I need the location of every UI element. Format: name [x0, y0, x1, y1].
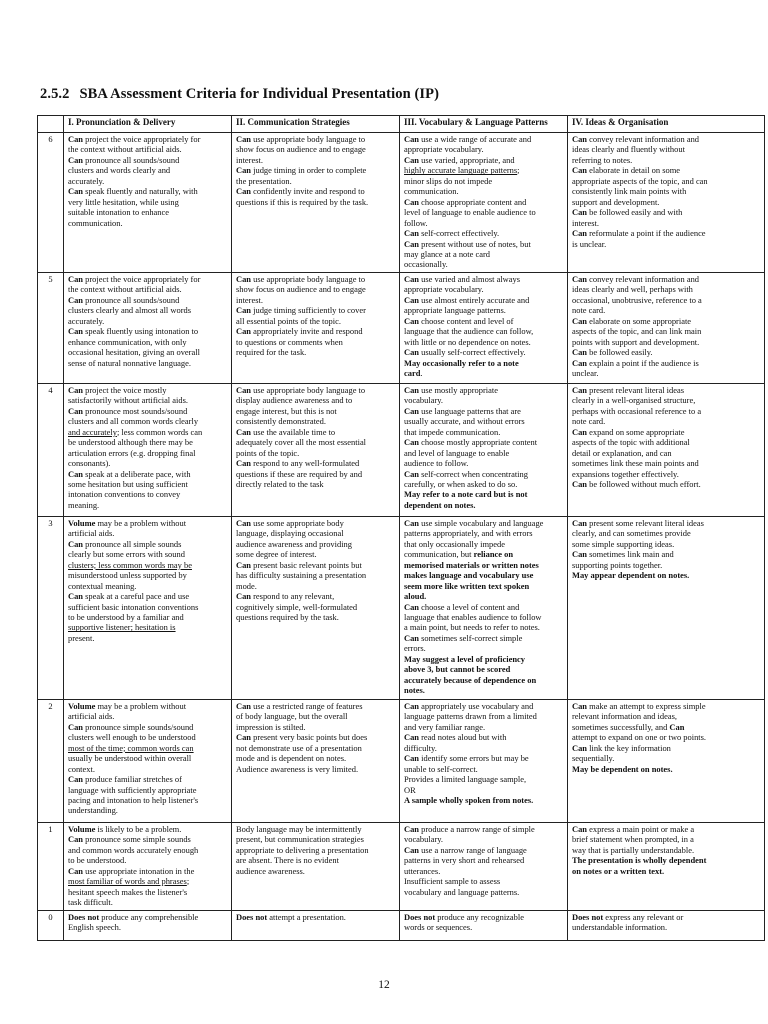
criteria-line: Can expand on some appropriate	[572, 426, 685, 437]
criteria-line: Can use a narrow range of language	[404, 844, 527, 855]
criteria-line: intonation conventions to convey	[68, 489, 181, 500]
criteria-line: Can produce a narrow range of simple	[404, 823, 535, 834]
criteria-line: Can use appropriate body language to	[236, 384, 366, 395]
criteria-line: sense of natural nonnative language.	[68, 357, 192, 368]
criteria-cell-vocabulary-language-patterns	[400, 383, 568, 516]
criteria-line: expansions together effectively.	[572, 468, 679, 479]
criteria-line: Can use some appropriate body	[236, 517, 344, 528]
criteria-line: support and development.	[572, 196, 660, 207]
criteria-line: Can explain a point if the audience is	[572, 357, 699, 368]
criteria-line: Can project the voice mostly	[68, 384, 167, 395]
criteria-line: interest.	[236, 294, 263, 305]
criteria-line: Volume may be a problem without	[68, 700, 187, 711]
criteria-line: Audience awareness is very limited.	[236, 763, 359, 774]
criteria-line: accurately.	[68, 175, 105, 186]
criteria-line: Can be followed without much effort.	[572, 478, 701, 489]
criteria-line: Can self-correct when concentrating	[404, 468, 528, 479]
criteria-line: A sample wholly spoken from notes.	[404, 794, 534, 805]
criteria-line: contextual meaning.	[68, 580, 137, 591]
criteria-line: mode.	[236, 580, 257, 591]
criteria-line: language that enables audience to follow	[404, 611, 542, 622]
criteria-cell-ideas-organisation	[568, 516, 765, 699]
criteria-line: Does not express any relevant or	[572, 911, 684, 922]
criteria-line: Volume may be a problem without	[68, 517, 187, 528]
criteria-line: interest.	[236, 154, 263, 165]
criteria-line: usually accurate, and without errors	[404, 416, 525, 427]
criteria-line: appropriate vocabulary.	[404, 144, 484, 155]
criteria-line: appropriate to delivering a presentation	[236, 844, 369, 855]
criteria-line: Can use a restricted range of features	[236, 700, 363, 711]
criteria-line: Volume is likely to be a problem.	[68, 823, 182, 834]
criteria-line: Can use simple vocabulary and language	[404, 517, 544, 528]
score-cell: 3	[38, 516, 64, 699]
criteria-line: Can express a main point or make a	[572, 823, 695, 834]
criteria-line: appropriate vocabulary.	[404, 284, 484, 295]
criteria-line: note card.	[572, 416, 606, 427]
criteria-line: aspects of the topic, and can link main	[572, 326, 702, 337]
criteria-line: level of language to enable audience to	[404, 207, 536, 218]
criteria-line: Can choose content and level of	[404, 315, 514, 326]
criteria-line: occasionally.	[404, 259, 448, 270]
criteria-line: Provides a limited language sample,	[404, 774, 527, 785]
criteria-cell-pronunciation-delivery	[64, 516, 232, 699]
criteria-line: some simple supporting ideas.	[572, 538, 675, 549]
criteria-line: to be understood by a familiar and	[68, 611, 184, 622]
criteria-line: usually be understood within overall	[68, 753, 192, 764]
section-title: SBA Assessment Criteria for Individual Presentation (IP)	[79, 86, 440, 102]
criteria-line: questions if this is required by the task.	[236, 196, 369, 207]
criteria-cell-pronunciation-delivery	[64, 133, 232, 273]
criteria-cell-vocabulary-language-patterns	[400, 516, 568, 699]
criteria-line: hesitant speech makes the listener's	[68, 886, 188, 897]
criteria-line: dependent on notes.	[404, 499, 476, 510]
criteria-line: Can sometimes link main and	[572, 549, 674, 560]
criteria-line: Can respond to any relevant,	[236, 591, 335, 602]
criteria-cell-communication-strategies	[232, 272, 400, 383]
criteria-line: The presentation is wholly dependent	[572, 855, 707, 866]
criteria-line: May appear dependent on notes.	[572, 570, 690, 581]
criteria-line: with little or no dependence on notes.	[404, 336, 531, 347]
criteria-line: Can convey relevant information and	[572, 134, 700, 144]
criteria-line: be understood although there may be	[68, 437, 193, 448]
criteria-line: are absent. There is no evident	[236, 855, 339, 866]
criteria-line: Can pronounce all sounds/sound	[68, 294, 180, 305]
criteria-line: misunderstood unless supported by	[68, 570, 187, 581]
table-row	[38, 383, 765, 516]
criteria-line: Can present basic relevant points but	[236, 559, 362, 570]
criteria-line: suitable intonation to enhance	[68, 207, 169, 218]
criteria-line: Does not attempt a presentation.	[236, 911, 346, 922]
criteria-line: enhance communication, with only	[68, 336, 187, 347]
criteria-cell-communication-strategies	[232, 516, 400, 699]
criteria-line: Can speak at a deliberate pace, with	[68, 468, 191, 479]
criteria-line: ideas clearly and fluently without	[572, 144, 685, 155]
criteria-line: accurately.	[68, 315, 105, 326]
criteria-line: Can use mostly appropriate	[404, 384, 498, 395]
criteria-line: satisfactorily without artificial aids.	[68, 395, 188, 406]
criteria-line: Can use language patterns that are	[404, 405, 521, 416]
criteria-line: Insufficient sample to assess	[404, 876, 501, 887]
criteria-line: Can speak at a careful pace and use	[68, 591, 190, 602]
criteria-line: adequately cover all the most essential	[236, 437, 367, 448]
criteria-line: Can identify some errors but may be	[404, 753, 529, 764]
criteria-line: utterances.	[404, 865, 441, 876]
criteria-line: most of the time; common words can	[68, 742, 194, 753]
criteria-line: highly accurate language patterns;	[404, 165, 520, 176]
criteria-line: and very familiar range.	[404, 721, 486, 732]
criteria-cell-vocabulary-language-patterns	[400, 910, 568, 940]
criteria-cell-ideas-organisation	[568, 383, 765, 516]
criteria-line: the presentation.	[236, 175, 292, 186]
criteria-cell-ideas-organisation	[568, 822, 765, 910]
criteria-line: makes language and vocabulary use	[404, 570, 534, 581]
table-row	[38, 516, 765, 699]
criteria-line: Can use varied and almost always	[404, 273, 521, 284]
criteria-cell-communication-strategies	[232, 822, 400, 910]
criteria-line: Can be followed easily and with	[572, 207, 683, 218]
criteria-line: artificial aids.	[68, 528, 115, 539]
criteria-line: May occasionally refer to a note	[404, 357, 519, 368]
criteria-line: Can convey relevant information and	[572, 273, 700, 284]
criteria-line: Can speak fluently using intonation to	[68, 326, 199, 337]
criteria-line: Can sometimes self-correct simple	[404, 632, 523, 643]
criteria-line: clusters and words clearly and	[68, 165, 171, 176]
criteria-line: most familiar of words and phrases;	[68, 876, 190, 887]
criteria-line: to be understood.	[68, 855, 127, 866]
criteria-line: show focus on audience and to engage	[236, 144, 366, 155]
criteria-line: Can present very basic points but does	[236, 732, 368, 743]
score-cell: 4	[38, 383, 64, 516]
criteria-cell-ideas-organisation	[568, 272, 765, 383]
criteria-cell-pronunciation-delivery	[64, 383, 232, 516]
criteria-line: Can usually self-correct effectively.	[404, 347, 526, 358]
criteria-line: vocabulary.	[404, 395, 444, 406]
page-number: 12	[378, 979, 390, 991]
criteria-line: Can use appropriate body language to	[236, 273, 366, 284]
criteria-line: Does not produce any comprehensible	[68, 911, 199, 922]
criteria-line: Can reformulate a point if the audience	[572, 228, 706, 239]
criteria-line: difficulty.	[404, 742, 437, 753]
criteria-line: interest.	[572, 217, 599, 228]
criteria-line: sometimes successfully, and Can	[572, 721, 685, 732]
criteria-line: meaning.	[68, 499, 100, 510]
criteria-line: communication.	[68, 217, 123, 228]
header-vocabulary-language-patterns: III. Vocabulary & Language Patterns	[400, 116, 568, 133]
criteria-line: perhaps with occasional reference to a	[572, 405, 702, 416]
criteria-line: Can self-correct effectively.	[404, 228, 500, 239]
criteria-line: aspects of the topic with additional	[572, 437, 690, 448]
criteria-line: mode and is dependent on notes.	[236, 753, 347, 764]
criteria-line: Can pronounce all sounds/sound	[68, 154, 180, 165]
criteria-line: sequentially.	[572, 753, 615, 764]
criteria-line: not demonstrate use of a presentation	[236, 742, 362, 753]
table-row	[38, 699, 765, 822]
criteria-line: some hesitation but using sufficient	[68, 478, 188, 489]
criteria-cell-communication-strategies	[232, 383, 400, 516]
criteria-line: OR	[404, 784, 416, 795]
criteria-line: language patterns drawn from a limited	[404, 711, 537, 722]
criteria-line: Can judge timing sufficiently to cover	[236, 305, 366, 316]
criteria-line: errors.	[404, 643, 426, 654]
criteria-line: Can appropriately use vocabulary and	[404, 700, 534, 711]
criteria-line: communication, but reliance on	[404, 549, 514, 560]
criteria-line: to questions or comments when	[236, 336, 343, 347]
criteria-line: language with sufficiently appropriate	[68, 784, 197, 795]
criteria-line: understandable information.	[572, 921, 668, 932]
score-cell: 2	[38, 699, 64, 822]
criteria-line: Can project the voice appropriately for	[68, 273, 201, 284]
criteria-line: way that is partially understandable.	[572, 844, 695, 855]
criteria-line: sufficient basic intonation conventions	[68, 601, 199, 612]
criteria-line: consistently demonstrated.	[236, 416, 326, 427]
assessment-criteria-table	[37, 115, 765, 941]
header-communication-strategies: II. Communication Strategies	[232, 116, 400, 133]
criteria-line: of body language, but the overall	[236, 711, 348, 722]
table-header-row	[38, 116, 765, 133]
criteria-line: context.	[68, 763, 95, 774]
criteria-line: impression is stilted.	[236, 721, 306, 732]
criteria-line: Can speak fluently and naturally, with	[68, 186, 198, 197]
criteria-line: show focus on audience and to engage	[236, 284, 366, 295]
criteria-cell-pronunciation-delivery	[64, 910, 232, 940]
criteria-line: follow.	[404, 217, 428, 228]
criteria-line: audience awareness and providing	[236, 538, 352, 549]
criteria-line: Can choose mostly appropriate content	[404, 437, 538, 448]
score-cell: 5	[38, 272, 64, 383]
criteria-line: vocabulary.	[404, 834, 444, 845]
criteria-line: Can pronounce all simple sounds	[68, 538, 182, 549]
criteria-line: Can present some relevant literal ideas	[572, 517, 704, 528]
criteria-line: May refer to a note card but is not	[404, 489, 528, 500]
criteria-line: Can choose appropriate content and	[404, 196, 527, 207]
criteria-line: Can pronounce most sounds/sound	[68, 405, 188, 416]
score-cell: 1	[38, 822, 64, 910]
criteria-line: clusters and all common words clearly	[68, 416, 199, 427]
criteria-line: consistently link main points with	[572, 186, 687, 197]
criteria-line: above 3, but cannot be scored	[404, 664, 511, 675]
criteria-line: pacing and intonation to help listener's	[68, 794, 199, 805]
criteria-line: patterns appropriately, and with errors	[404, 528, 533, 539]
criteria-line: vocabulary and language patterns.	[404, 886, 520, 897]
criteria-line: occasional hesitation, giving an overall	[68, 347, 200, 358]
criteria-line: attempt to expand on one or two points.	[572, 732, 707, 743]
criteria-line: points with support and development.	[572, 336, 700, 347]
criteria-cell-vocabulary-language-patterns	[400, 133, 568, 273]
criteria-line: appropriate language patterns.	[404, 305, 506, 316]
criteria-cell-communication-strategies	[232, 699, 400, 822]
criteria-line: task difficult.	[68, 897, 113, 908]
criteria-cell-vocabulary-language-patterns	[400, 272, 568, 383]
criteria-line: consonants).	[68, 458, 111, 469]
criteria-line: referring to notes.	[572, 154, 633, 165]
criteria-line: Can make an attempt to express simple	[572, 700, 706, 711]
criteria-line: display audience awareness and to	[236, 395, 353, 406]
criteria-cell-ideas-organisation	[568, 910, 765, 940]
criteria-line: has difficulty sustaining a presentation	[236, 570, 367, 581]
criteria-line: clearly, and can sometimes provide	[572, 528, 691, 539]
criteria-line: English speech.	[68, 921, 121, 932]
criteria-line: sometimes link these main points and	[572, 458, 699, 469]
criteria-line: Can use varied, appropriate, and	[404, 154, 515, 165]
criteria-line: Can use appropriate body language to	[236, 134, 366, 144]
criteria-line: Can present without use of notes, but	[404, 238, 531, 249]
criteria-line: required for the task.	[236, 347, 307, 358]
criteria-line: occasional, unobtrusive, reference to a	[572, 294, 702, 305]
criteria-line: Can produce familiar stretches of	[68, 774, 182, 785]
criteria-line: points of the topic.	[236, 447, 300, 458]
criteria-line: May be dependent on notes.	[572, 763, 673, 774]
criteria-line: unclear.	[572, 367, 599, 378]
criteria-line: clusters well enough to be understood	[68, 732, 196, 743]
header-score	[38, 116, 64, 133]
criteria-line: detail or explanation, and can	[572, 447, 672, 458]
criteria-cell-communication-strategies	[232, 910, 400, 940]
criteria-line: Can pronounce simple sounds/sound	[68, 721, 194, 732]
table-row	[38, 133, 765, 273]
criteria-line: Can use almost entirely accurate and	[404, 294, 530, 305]
criteria-line: notes.	[404, 685, 425, 696]
criteria-line: Can elaborate on some appropriate	[572, 315, 692, 326]
criteria-line: Can judge timing in order to complete	[236, 165, 367, 176]
criteria-line: accurately because of dependence on	[404, 674, 537, 685]
criteria-line: ideas clearly and well, perhaps with	[572, 284, 693, 295]
criteria-line: very little hesitation, while using	[68, 196, 179, 207]
criteria-line: appropriate aspects of the topic, and can	[572, 175, 708, 186]
criteria-line: memorised materials or written notes	[404, 559, 539, 570]
criteria-line: seem more like written text spoken	[404, 580, 530, 591]
criteria-line: Can respond to any well-formulated	[236, 458, 360, 469]
criteria-line: the context without artificial aids.	[68, 144, 182, 155]
criteria-line: carefully, or when asked to do so.	[404, 478, 518, 489]
criteria-line: Can appropriately invite and respond	[236, 326, 363, 337]
criteria-line: clearly in a well-organised structure,	[572, 395, 696, 406]
criteria-line: understanding.	[68, 805, 118, 816]
criteria-line: communication.	[404, 186, 459, 197]
table-row	[38, 272, 765, 383]
criteria-line: clearly but some errors with sound	[68, 549, 185, 560]
criteria-line: note card.	[572, 305, 606, 316]
criteria-line: and accurately; less common words can	[68, 426, 203, 437]
criteria-line: some degree of interest.	[236, 549, 317, 560]
section-heading	[40, 86, 439, 103]
criteria-cell-pronunciation-delivery	[64, 822, 232, 910]
criteria-line: Can link the key information	[572, 742, 671, 753]
criteria-line: present.	[68, 632, 95, 643]
criteria-line: Can read notes aloud but with	[404, 732, 507, 743]
criteria-line: directly related to the task	[236, 478, 324, 489]
criteria-line: Can pronounce some simple sounds	[68, 834, 191, 845]
table-row	[38, 910, 765, 940]
header-ideas-organisation: IV. Ideas & Organisation	[568, 116, 765, 133]
criteria-line: supporting points together.	[572, 559, 663, 570]
criteria-cell-pronunciation-delivery	[64, 699, 232, 822]
criteria-line: Can use appropriate intonation in the	[68, 865, 195, 876]
criteria-line: Can project the voice appropriately for	[68, 134, 201, 144]
criteria-line: all essential points of the topic.	[236, 315, 341, 326]
criteria-line: and common words accurately enough	[68, 844, 199, 855]
criteria-line: the context without artificial aids.	[68, 284, 182, 295]
criteria-line: minor slips do not impede	[404, 175, 493, 186]
criteria-line: unable to self-correct.	[404, 763, 478, 774]
criteria-line: on notes or a written text.	[572, 865, 665, 876]
criteria-line: audience to follow.	[404, 458, 469, 469]
criteria-line: words or sequences.	[404, 921, 473, 932]
criteria-line: Does not produce any recognizable	[404, 911, 524, 922]
criteria-line: artificial aids.	[68, 711, 115, 722]
criteria-line: card.	[404, 367, 423, 378]
section-number: 2.5.2	[40, 86, 70, 102]
criteria-line: questions required by the task.	[236, 611, 339, 622]
criteria-cell-vocabulary-language-patterns	[400, 699, 568, 822]
score-cell: 6	[38, 133, 64, 273]
criteria-line: questions if these are required by and	[236, 468, 363, 479]
criteria-line: that impede communication.	[404, 426, 501, 437]
criteria-line: Can be followed easily.	[572, 347, 653, 358]
criteria-line: brief statement when prompted, in a	[572, 834, 694, 845]
criteria-line: and level of language to enable	[404, 447, 510, 458]
criteria-line: present, but communication strategies	[236, 834, 364, 845]
criteria-line: clusters; less common words may be	[68, 559, 192, 570]
criteria-line: that only occasionally impede	[404, 538, 505, 549]
criteria-line: supportive listener; hesitation is	[68, 622, 176, 633]
criteria-line: patterns in very short and rehearsed	[404, 855, 525, 866]
criteria-cell-ideas-organisation	[568, 699, 765, 822]
score-cell: 0	[38, 910, 64, 940]
criteria-line: Can elaborate in detail on some	[572, 165, 681, 176]
criteria-line: audience awareness.	[236, 865, 305, 876]
criteria-line: language that the audience can follow,	[404, 326, 534, 337]
criteria-line: language, displaying occasional	[236, 528, 344, 539]
criteria-line: clusters clearly and almost all words	[68, 305, 192, 316]
criteria-cell-communication-strategies	[232, 133, 400, 273]
criteria-cell-ideas-organisation	[568, 133, 765, 273]
table-body	[38, 133, 765, 941]
criteria-line: articulation errors (e.g. dropping final	[68, 447, 196, 458]
criteria-line: Can present relevant literal ideas	[572, 384, 685, 395]
criteria-line: Can choose a level of content and	[404, 601, 520, 612]
criteria-line: may glance at a note card	[404, 248, 490, 259]
criteria-line: Can confidently invite and respond to	[236, 186, 365, 197]
criteria-line: cognitively simple, well-formulated	[236, 601, 358, 612]
criteria-line: a main point, but needs to refer to notes.	[404, 622, 540, 633]
criteria-line: Can use the available time to	[236, 426, 336, 437]
header-pronunciation-delivery: I. Pronunciation & Delivery	[64, 116, 232, 133]
criteria-line: engage interest, but this is not	[236, 405, 337, 416]
criteria-cell-pronunciation-delivery	[64, 272, 232, 383]
criteria-line: is unclear.	[572, 238, 607, 249]
criteria-line: aloud.	[404, 591, 427, 602]
criteria-cell-vocabulary-language-patterns	[400, 822, 568, 910]
criteria-line: Can use a wide range of accurate and	[404, 134, 532, 144]
criteria-line: relevant information and ideas,	[572, 711, 677, 722]
criteria-line: May suggest a level of proficiency	[404, 653, 525, 664]
criteria-line: Body language may be intermittently	[236, 823, 362, 834]
table-row	[38, 822, 765, 910]
